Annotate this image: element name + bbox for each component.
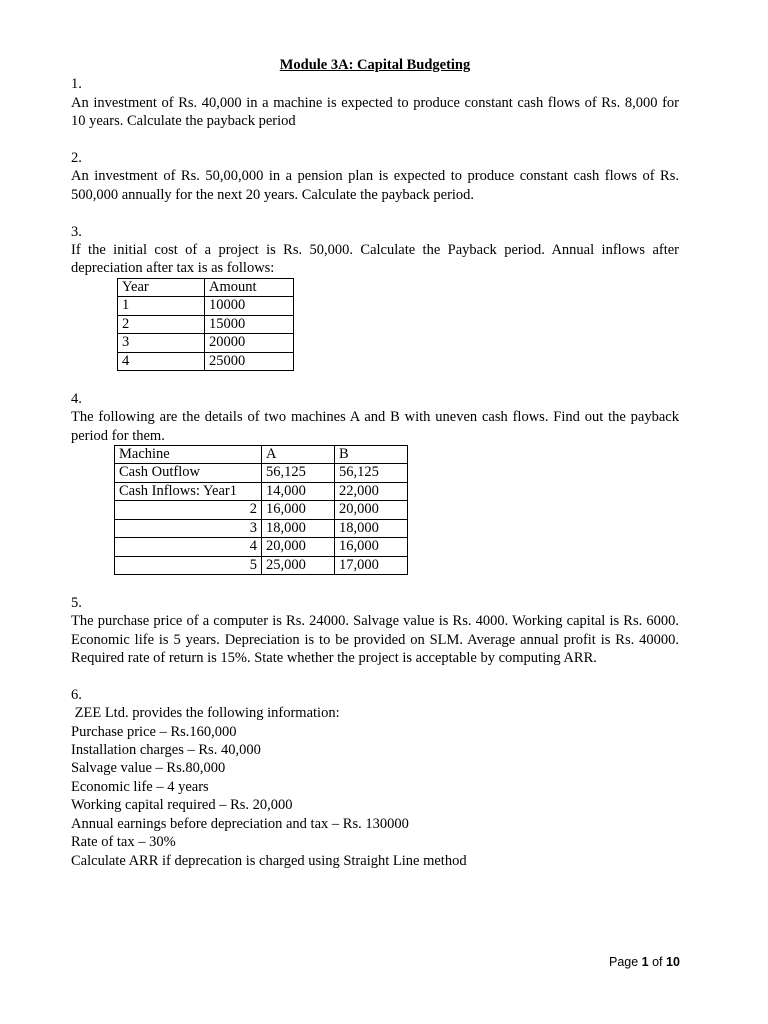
- table-cell: 18,000: [262, 519, 335, 538]
- document-page: [71, 56, 679, 870]
- table-cell: 10000: [205, 297, 294, 316]
- footer-middle: of: [648, 955, 666, 969]
- detail-line: Calculate ARR if deprecation is charged using Straight Line method: [71, 852, 467, 869]
- table-row: [118, 334, 294, 353]
- table-header-cell: Machine: [115, 445, 262, 464]
- question-6-details: [71, 723, 679, 870]
- machine-cashflow-table-q4: [114, 445, 408, 576]
- question-5-number: 5.: [71, 594, 82, 611]
- table-row: [118, 315, 294, 334]
- table-cell: 56,125: [262, 464, 335, 483]
- table-cell: 4: [115, 538, 262, 557]
- table-cell: Cash Inflows: Year1: [115, 482, 262, 501]
- table-cell: 56,125: [335, 464, 408, 483]
- detail-line: Purchase price – Rs.160,000: [71, 723, 237, 740]
- table-row: [115, 538, 408, 557]
- table-header-cell: A: [262, 445, 335, 464]
- question-6-number: 6.: [71, 686, 82, 703]
- question-1-number: 1.: [71, 76, 82, 93]
- question-5-text: The purchase price of a computer is Rs. 24000. Salvage value is Rs. 4000. Working capital is Rs. 6000. Economic life is 5 years. Depreciation is to be provided on SLM. Average annual profit is Rs. 40000. Required rate of return is 15%. State whether the project is acceptable by computing ARR.: [71, 613, 679, 667]
- table-header-cell: Amount: [205, 278, 294, 297]
- table-cell: 18,000: [335, 519, 408, 538]
- question-4-text: The following are the details of two machines A and B with uneven cash flows. Find out the payback period for them.: [71, 409, 679, 444]
- footer-prefix: Page: [609, 955, 642, 969]
- detail-line: Economic life – 4 years: [71, 778, 209, 795]
- question-3-number: 3.: [71, 223, 82, 240]
- footer-current-page: 1: [641, 955, 649, 969]
- table-cell: 25,000: [262, 556, 335, 575]
- table-row: [118, 352, 294, 371]
- table-cell: 17,000: [335, 556, 408, 575]
- detail-line: Installation charges – Rs. 40,000: [71, 742, 261, 759]
- table-row: [115, 556, 408, 575]
- question-2-number: 2.: [71, 150, 82, 167]
- table-cell: 14,000: [262, 482, 335, 501]
- table-row: [115, 464, 408, 483]
- table-cell: 20000: [205, 334, 294, 353]
- detail-line: Working capital required – Rs. 20,000: [71, 797, 293, 814]
- table-cell: 2: [115, 501, 262, 520]
- table-cell: 20,000: [262, 538, 335, 557]
- question-1-text: An investment of Rs. 40,000 in a machine is expected to produce constant cash flows of Rs. 8,000 for 10 years. Calculate the payback period: [71, 94, 679, 130]
- table-row: [115, 482, 408, 501]
- detail-line: Salvage value – Rs.80,000: [71, 760, 226, 777]
- table-row: [118, 297, 294, 316]
- detail-line: Annual earnings before depreciation and tax – Rs. 130000: [71, 815, 409, 832]
- page-title: Module 3A: Capital Budgeting: [279, 57, 471, 73]
- question-3-text: If the initial cost of a project is Rs. 50,000. Calculate the Payback period. Annual inflows after depreciation after tax is as follows:: [71, 242, 679, 277]
- table-row: [115, 519, 408, 538]
- payback-table-q3: [117, 278, 294, 372]
- table-cell: 15000: [205, 315, 294, 334]
- table-header-cell: Year: [118, 278, 205, 297]
- table-cell: 16,000: [335, 538, 408, 557]
- footer-total-pages: 10: [666, 955, 680, 969]
- table-cell: 1: [118, 297, 205, 316]
- table-cell: Cash Outflow: [115, 464, 262, 483]
- table-cell: 4: [118, 352, 205, 371]
- question-4-number: 4.: [71, 390, 82, 407]
- table-cell: 20,000: [335, 501, 408, 520]
- table-cell: 3: [118, 334, 205, 353]
- page-number-footer: [609, 953, 680, 971]
- question-2-text: An investment of Rs. 50,00,000 in a pension plan is expected to produce constant cash flows of Rs. 500,000 annually for the next 20 years. Calculate the payback period.: [71, 168, 679, 203]
- table-row: [115, 501, 408, 520]
- table-cell: 5: [115, 556, 262, 575]
- table-cell: 2: [118, 315, 205, 334]
- table-cell: 16,000: [262, 501, 335, 520]
- table-cell: 25000: [205, 352, 294, 371]
- detail-line: Rate of tax – 30%: [71, 834, 176, 851]
- table-header-row: [118, 278, 294, 297]
- table-header-row: [115, 445, 408, 464]
- table-header-cell: B: [335, 445, 408, 464]
- table-cell: 3: [115, 519, 262, 538]
- table-cell: 22,000: [335, 482, 408, 501]
- question-6-intro: ZEE Ltd. provides the following information:: [71, 705, 340, 722]
